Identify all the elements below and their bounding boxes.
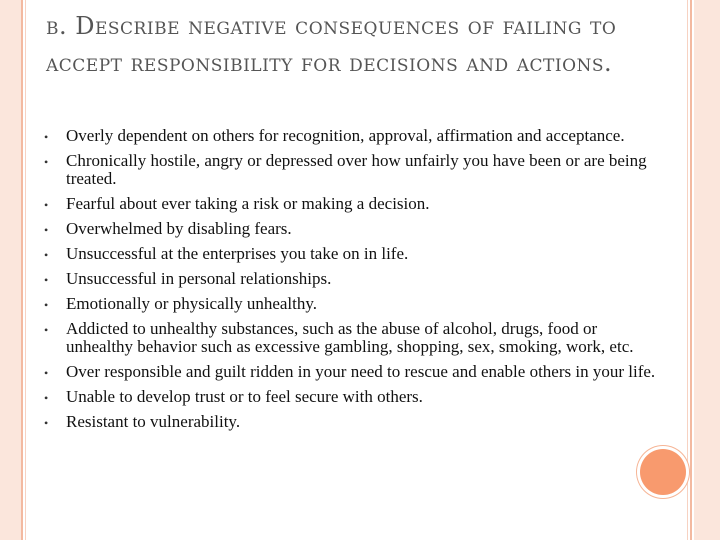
list-item <box>44 152 664 188</box>
list-item <box>44 270 664 288</box>
list-item <box>44 127 664 145</box>
list-item <box>44 388 664 406</box>
list-item-text: Over responsible and guilt ridden in your need to rescue and enable others in your life. <box>66 362 656 381</box>
bullet-icon: • <box>44 248 49 262</box>
bullet-list <box>44 127 664 438</box>
bullet-icon: • <box>44 130 49 144</box>
bullet-icon: • <box>44 273 49 287</box>
bullet-icon: • <box>44 223 49 237</box>
list-item-text: Unable to develop trust or to feel secure with others. <box>66 387 423 406</box>
list-item <box>44 220 664 238</box>
bullet-icon: • <box>44 323 49 337</box>
list-item-text: Addicted to unhealthy substances, such as the abuse of alcohol, drugs, food or unhealthy behavior such as excessive gambling, shopping, sex, smoking, work, etc. <box>66 319 634 356</box>
bullet-icon: • <box>44 198 49 212</box>
slide-title: b. Describe negative consequences of failing to accept responsibility for decisions and actions. <box>46 12 617 77</box>
left-border-strip <box>0 0 21 540</box>
list-item <box>44 245 664 263</box>
list-item-text: Overwhelmed by disabling fears. <box>66 219 292 238</box>
accent-circle <box>640 449 686 495</box>
bullet-icon: • <box>44 366 49 380</box>
list-item <box>44 320 664 356</box>
list-item <box>44 195 664 213</box>
right-border-strip <box>694 0 720 540</box>
list-item <box>44 295 664 313</box>
bullet-icon: • <box>44 391 49 405</box>
bullet-icon: • <box>44 416 49 430</box>
list-item-text: Resistant to vulnerability. <box>66 412 241 431</box>
list-item-text: Fearful about ever taking a risk or making a decision. <box>66 194 430 213</box>
list-item-text: Unsuccessful in personal relationships. <box>66 269 332 288</box>
left-border-line-inner <box>25 0 26 540</box>
list-item-text: Unsuccessful at the enterprises you take on in life. <box>66 244 409 263</box>
left-border-line <box>21 0 23 540</box>
bullet-icon: • <box>44 298 49 312</box>
list-item-text: Chronically hostile, angry or depressed over how unfairly you have been or are being treated. <box>66 151 647 188</box>
list-item <box>44 413 664 431</box>
list-item-text: Emotionally or physically unhealthy. <box>66 294 318 313</box>
list-item <box>44 363 664 381</box>
list-item-text: Overly dependent on others for recognition, approval, affirmation and acceptance. <box>66 126 625 145</box>
bullet-icon: • <box>44 155 49 169</box>
right-border-line <box>690 0 692 540</box>
right-border-line-inner <box>687 0 688 540</box>
